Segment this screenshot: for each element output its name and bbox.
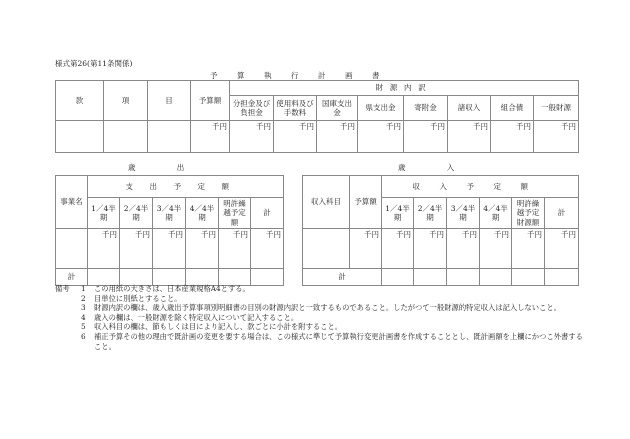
unit: 千円 — [480, 229, 512, 269]
header-total: 計 — [251, 198, 284, 229]
header-carryover: 明許繰越予定財源額 — [512, 198, 545, 229]
unit: 千円 — [251, 229, 284, 269]
note-text: 目単位に別紙とすること。 — [94, 293, 182, 303]
note-text: 収入科目の欄は、節もしくは目により記入し、款ごとに小計を附すること。 — [94, 322, 343, 332]
header-source: 分担金及び負担金 — [230, 96, 274, 121]
header-source: 寄附金 — [404, 96, 448, 121]
cell — [104, 121, 148, 153]
unit: 千円 — [491, 121, 534, 153]
unit: 千円 — [274, 121, 317, 153]
cell — [56, 229, 88, 269]
note-number: 4 — [81, 312, 86, 322]
cell — [148, 121, 191, 153]
header-source: 県支出金 — [358, 96, 404, 121]
unit: 千円 — [230, 121, 274, 153]
header-quarter: 4／4半期 — [186, 198, 219, 229]
note-number: 2 — [81, 293, 86, 303]
unit: 千円 — [350, 229, 382, 269]
header-quarter: 1／4半期 — [88, 198, 120, 229]
header-kou: 項 — [104, 81, 148, 121]
unit: 千円 — [191, 121, 230, 153]
note-number: 3 — [81, 303, 86, 313]
unit: 千円 — [153, 229, 186, 269]
cell — [303, 229, 350, 269]
summary-table — [55, 80, 579, 153]
header-quarter: 3／4半期 — [153, 198, 186, 229]
header-planned-revenue: 収入予定額 — [382, 176, 579, 198]
note-number: 1 — [81, 284, 86, 293]
header-source: 諸収入 — [448, 96, 491, 121]
unit: 千円 — [317, 121, 358, 153]
header-source-breakdown: 財源内訳 — [230, 81, 579, 96]
unit: 千円 — [358, 121, 404, 153]
expenditure-table — [55, 175, 284, 286]
header-quarter: 2／4半期 — [120, 198, 153, 229]
notes — [55, 284, 585, 351]
header-kan: 款 — [56, 81, 104, 121]
page-title: 予算執行計画書 — [210, 71, 399, 80]
header-source: 国庫支出金 — [317, 96, 358, 121]
unit: 千円 — [120, 229, 153, 269]
note-text: 財源内訳の欄は、歳入歳出予算事項別明細書の目別の財源内訳と一致するものであること。したがつて一般財源的特定収入は記入しないこと。 — [94, 303, 561, 313]
note-text: 歳入の欄は、一般財源を除く特定収入について記入すること。 — [94, 312, 299, 322]
revenue-title: 歳入 — [398, 163, 496, 172]
note-text: この用紙の大きさは、日本産業規格A4とする。 — [94, 284, 250, 293]
unit: 千円 — [534, 121, 579, 153]
unit: 千円 — [512, 229, 545, 269]
note-text: 補正予算その他の理由で既計画の変更を要する場合は、この様式に準じて予算執行変更計画書を作成することとし、既計画額を上欄にかつこ外書すること。 — [94, 331, 583, 351]
header-revenue-item: 収入科目 — [303, 176, 350, 229]
header-source: 使用料及び手数料 — [274, 96, 317, 121]
unit: 千円 — [447, 229, 480, 269]
unit: 千円 — [186, 229, 219, 269]
cell — [56, 121, 104, 153]
header-budget: 予算額 — [350, 176, 382, 229]
header-carryover: 明許繰越予定額 — [219, 198, 251, 229]
header-planned-expenditure: 支出予定額 — [88, 176, 284, 198]
form-id: 様式第26(第11条関係) — [55, 59, 133, 68]
unit: 千円 — [404, 121, 448, 153]
unit: 千円 — [382, 229, 414, 269]
note-number: 6 — [81, 331, 86, 341]
notes-label: 備考 — [55, 284, 70, 293]
header-project-name: 事業名 — [56, 176, 88, 229]
unit: 千円 — [414, 229, 447, 269]
header-quarter: 1／4半期 — [382, 198, 414, 229]
revenue-table — [302, 175, 579, 286]
unit: 千円 — [219, 229, 251, 269]
total-label: 計 — [56, 269, 88, 286]
unit: 千円 — [545, 229, 579, 269]
note-number: 5 — [81, 322, 86, 332]
unit: 千円 — [448, 121, 491, 153]
header-quarter: 2／4半期 — [414, 198, 447, 229]
header-moku: 目 — [148, 81, 191, 121]
header-quarter: 3／4半期 — [447, 198, 480, 229]
unit: 千円 — [88, 229, 120, 269]
expenditure-title: 歳出 — [128, 163, 226, 172]
header-quarter: 4／4半期 — [480, 198, 512, 229]
header-source: 一般財源 — [534, 96, 579, 121]
header-total: 計 — [545, 198, 579, 229]
header-budget: 予算額 — [191, 81, 230, 121]
header-source: 組合債 — [491, 96, 534, 121]
total-label: 計 — [303, 269, 382, 286]
